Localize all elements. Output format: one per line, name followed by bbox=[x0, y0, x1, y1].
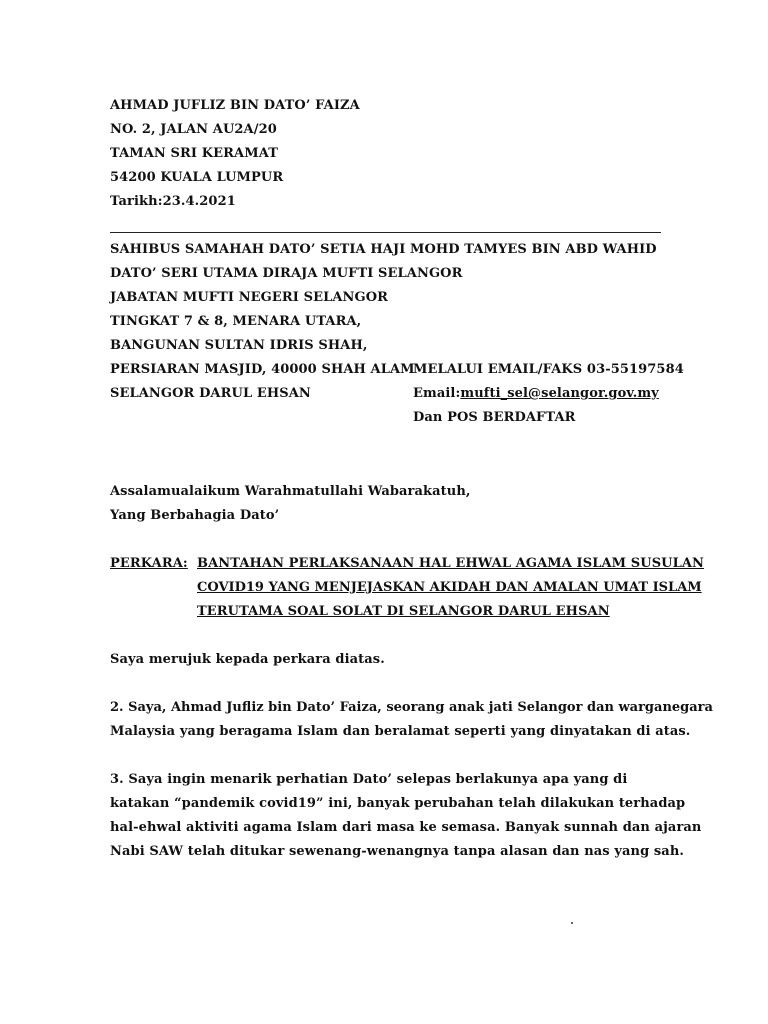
divider-line bbox=[110, 232, 661, 233]
recipient-line-2: DATO’ SERI UTAMA DIRAJA MUFTI SELANGOR bbox=[110, 266, 463, 281]
greeting-salam: Assalamualaikum Warahmatullahi Wabarakatuh, bbox=[110, 484, 471, 499]
letter-date: Tarikh:23.4.2021 bbox=[110, 194, 236, 209]
recipient-line-3: JABATAN MUFTI NEGERI SELANGOR bbox=[110, 290, 389, 305]
scan-speck bbox=[571, 922, 573, 924]
recipient-line-1: SAHIBUS SAMAHAH DATO’ SETIA HAJI MOHD TAMYES BIN ABD WAHID bbox=[110, 242, 657, 257]
sender-address-line-1: NO. 2, JALAN AU2A/20 bbox=[110, 122, 277, 137]
recipient-line-7: SELANGOR DARUL EHSAN bbox=[110, 386, 311, 401]
paragraph-2-line-1: 2. Saya, Ahmad Jufliz bin Dato’ Faiza, seorang anak jati Selangor dan warganegara bbox=[110, 700, 713, 715]
delivery-via: MELALUI EMAIL/FAKS 03-55197584 bbox=[413, 362, 684, 377]
paragraph-3-line-1: 3. Saya ingin menarik perhatian Dato’ selepas berlakunya apa yang di bbox=[110, 772, 628, 787]
recipient-line-5: BANGUNAN SULTAN IDRIS SHAH, bbox=[110, 338, 368, 353]
sender-address-line-2: TAMAN SRI KERAMAT bbox=[110, 146, 278, 161]
sender-name: AHMAD JUFLIZ BIN DATO’ FAIZA bbox=[110, 98, 360, 113]
subject-line-1: BANTAHAN PERLAKSANAAN HAL EHWAL AGAMA ISLAM SUSULAN bbox=[197, 556, 705, 571]
email-link[interactable]: mufti_sel@selangor.gov.my bbox=[460, 386, 659, 401]
recipient-line-4: TINGKAT 7 & 8, MENARA UTARA, bbox=[110, 314, 362, 329]
subject-line-2: COVID19 YANG MENJEJASKAN AKIDAH DAN AMALAN UMAT ISLAM bbox=[197, 580, 702, 595]
email-label: Email: bbox=[413, 386, 461, 401]
greeting-address: Yang Berbahagia Dato’ bbox=[110, 508, 280, 523]
recipient-line-6: PERSIARAN MASJID, 40000 SHAH ALAM bbox=[110, 362, 415, 377]
paragraph-2-line-2: Malaysia yang beragama Islam dan beralamat seperti yang dinyatakan di atas. bbox=[110, 724, 691, 739]
delivery-post: Dan POS BERDAFTAR bbox=[413, 410, 576, 425]
paragraph-3-line-4: Nabi SAW telah ditukar sewenang-wenangnya tanpa alasan dan nas yang sah. bbox=[110, 844, 685, 859]
paragraph-3-line-2: katakan “pandemik covid19” ini, banyak perubahan telah dilakukan terhadap bbox=[110, 796, 686, 811]
sender-address-line-3: 54200 KUALA LUMPUR bbox=[110, 170, 284, 185]
paragraph-3-line-3: hal-ehwal aktiviti agama Islam dari masa ke semasa. Banyak sunnah dan ajaran bbox=[110, 820, 702, 835]
delivery-email-row bbox=[413, 386, 659, 401]
subject-line-3: TERUTAMA SOAL SOLAT DI SELANGOR DARUL EHSAN bbox=[197, 604, 610, 619]
paragraph-1: Saya merujuk kepada perkara diatas. bbox=[110, 652, 385, 667]
subject-label: PERKARA: bbox=[110, 556, 188, 571]
